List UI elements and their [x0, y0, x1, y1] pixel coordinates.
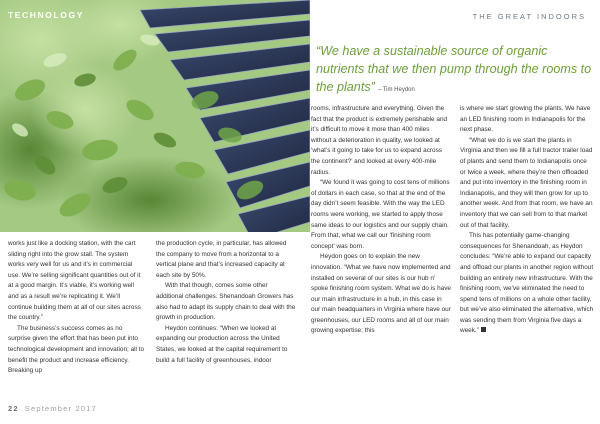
pull-quote	[312, 40, 600, 100]
article-paragraph: “We found it was going to cost tens of millions of dollars in each case, so that at the end of the day didn’t seem feasible. With the way the LED rooms were working, we started to apply those same ideas to our logistics and our supply chain. From that, what we call our ‘finishing room concept’ was born.	[311, 179, 450, 250]
article-paragraph: the production cycle, in particular, has allowed the company to move from a horizontal to a vertical plane and that’s increased capacity at each site by 50%.	[156, 240, 287, 279]
page-footer	[8, 404, 97, 413]
issue-date: September 2017	[24, 404, 98, 413]
article-paragraph: is where we start growing the plants. We have an LED finishing room in Indianapolis for the next phase.	[460, 105, 591, 134]
seedlings-photo-illustration	[0, 0, 310, 232]
article-paragraph: Heydon goes on to explain the new innovation. “What we have now implemented and installed on several of our sites is our hub n’ spoke finishing room system. What we do is have our main infrastructure in a hub, in this case in our main headquarters in Virginia where have our greenhouses, our LED rooms and all of our main growing expertise; this	[311, 253, 451, 335]
article-paragraph: works just like a docking station, with the cart sliding right into the grow stall. The system works very well for us and it’s in commercial use. We’re selling significant quantities out of it at a good margin. It’s viable, it’s working well and as a result we’re replicating it. We’ll continue building them at all of our sites across the country.”	[8, 240, 141, 322]
article-column-1	[8, 239, 146, 377]
article-column-3	[311, 104, 451, 337]
article-paragraph: Heydon continues: “When we looked at expanding our production across the United States, we looked at the capital requirement to build a full facility of greenhouses, indoor	[156, 324, 288, 364]
article-column-2	[156, 239, 296, 366]
page-number: 22	[8, 404, 19, 413]
publication-section-title: THE GREAT INDOORS	[472, 12, 586, 21]
section-label: TECHNOLOGY	[8, 10, 84, 20]
article-paragraph: With that though, comes some other additional challenges. Shenandoah Growers has also had to adapt its supply chain to deal with the growth in production.	[156, 282, 296, 322]
article-paragraph: rooms, infrastructure and everything. Given the fact that the product is extremely perishable and it’s difficult to move it more than 400 miles without a deterioration in quality, we looked at ‘what’s it going to take for us to expand across the continent?’ and looked at every 400-mile radius.	[311, 105, 448, 176]
article-paragraph	[460, 231, 594, 337]
article-column-4	[460, 104, 594, 337]
article-paragraph: The business’s success comes as no surprise given the effort that has been put into technological development and innovation; all to benefit the product and increase efficiency. Breaking up	[8, 324, 145, 375]
end-of-article-icon	[481, 327, 486, 332]
article-paragraph: “What we do is we start the plants in Virginia and then we fill a full tractor trailer load of plants and send them to Indianapolis once or twice a week, where they’re then offloaded and put into inventory in the finishing room in Indianapolis, and they will then grow for up to another week. And from that room, we have an inventory that we can sell from to that market out of that facility.	[460, 136, 593, 229]
pull-quote-text: “We have a sustainable source of organic nutrients that we then pump through the rooms to the plants”	[316, 44, 592, 94]
pull-quote-attribution: – Tim Heydon	[377, 87, 415, 93]
article-photo	[0, 0, 310, 232]
article-final-text: This has potentially game-changing consequences for Shenandoah, as Heydon concludes: “We’re able to expand our capacity and offload our plants in another region without building an entirely new infrastructure. With the finishing room, we’ve eliminated the need to spend tens of millions on a whole other facility, but we’ve also eliminated the alternative, which was sending them from Virginia five days a week.”	[460, 232, 594, 335]
